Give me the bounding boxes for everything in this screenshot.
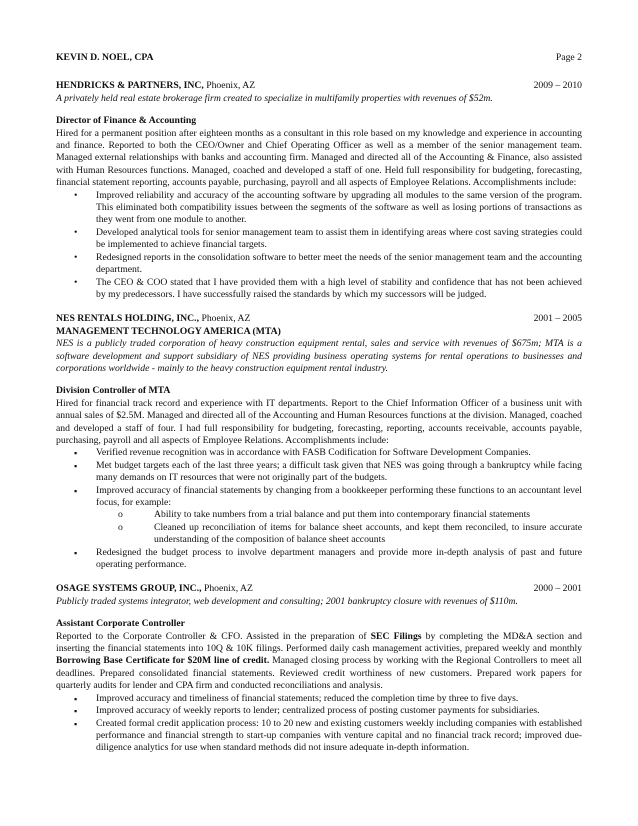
list-item: • Improved reliability and accuracy of the accounting software by upgrading all modules to the same version of the program. This eliminated both compatibility issues between the segments of the software as well as losing portions of transactions as they went from one module to another. [56, 190, 582, 227]
list-item [56, 485, 582, 547]
company-name-secondary: MANAGEMENT TECHNOLOGY AMERICA (MTA) [56, 325, 281, 337]
list-item: ▪ Improved accuracy of weekly reports to lender; centralized process of posting customer payments for subsidiaries. [56, 705, 582, 717]
sub-list-item: o Ability to take numbers from a trial balance and put them into contemporary financial statements [96, 509, 582, 521]
job-title: Division Controller of MTA [56, 385, 171, 397]
job-osage [56, 583, 582, 754]
job-title: Director of Finance & Accounting [56, 115, 197, 127]
list-item: • Developed analytical tools for senior management team to assist them in identifying areas where cost saving strategies could be implemented to achieve financial targets. [56, 227, 582, 252]
company-name: HENDRICKS & PARTNERS, INC, [56, 80, 204, 92]
company-description: NES is a publicly traded corporation of heavy construction equipment rental, sales and service with revenues of $675m; MTA is a software development and support subsidiary of NES providing business operating systems for rental operations to businesses and corporations worldwide - mainly to the heavy construction equipment rental industry. [56, 338, 582, 374]
job-dates: 2009 – 2010 [533, 80, 582, 92]
list-item: ▪ Verified revenue recognition was in accordance with FASB Codification for Software Development Companies. [56, 447, 582, 459]
job-dates: 2001 – 2005 [533, 313, 582, 325]
accomplishment-list [56, 447, 582, 571]
borrowing-base-emphasis: Borrowing Base Certificate for $20M line of credit. [56, 655, 270, 667]
page-number: Page 2 [555, 52, 582, 63]
job-summary: Hired for financial track record and experience with IT departments. Report to the Chief Information Officer of a business unit with annual sales of $2.5M. Managed and directed all of the Accounting and Human Resources functions at the division. Managed, coached and developed a staff of four. I had full responsibility for budgeting, forecasting, reporting, accounts receivable, accounts payable, purchasing, payroll and all aspects of Employee Relations. Accomplishments include: [56, 397, 582, 446]
company-description: A privately held real estate brokerage firm created to specialize in multifamily properties with revenues of $52m. [56, 92, 493, 104]
page-header [56, 52, 582, 64]
job-heading [56, 583, 582, 595]
list-item-text: Improved accuracy of financial statements by changing from a bookkeeper performing these functions to an accountant level focus, for example: [96, 484, 582, 508]
job-summary: Hired for a permanent position after eighteen months as a consultant in this role based on my knowledge and experience in accounting and finance. Reported to both the CEO/Owner and Chief Operating Officer as well as a member of the senior management team. Managed external relationships with banks and accounting firm. Managed and directed all of the Accounting & Finance, also assisted with Human Resources functions. Managed, coached and developed a staff of one. Held full responsibility for budgeting, forecasting, financial statement reporting, accounts payable, purchasing, payroll and all aspects of Employee Relations. Accomplishments include: [56, 127, 582, 189]
job-heading [56, 80, 582, 92]
company-location: Phoenix, AZ [201, 583, 253, 595]
job-dates: 2000 – 2001 [533, 583, 582, 595]
company-location: Phoenix, AZ [199, 313, 251, 325]
job-heading [56, 313, 582, 325]
sub-list-item: o Cleaned up reconciliation of items for balance sheet accounts, and kept them reconciled, to insure accurate understanding of the composition of balance sheet accounts [96, 522, 582, 547]
job-summary: Reported to the Corporate Controller & CFO. Assisted in the preparation of SEC Filings by completing the MD&A section and inserting the financial statements into 10Q & 10K filings. Performed daily cash management activities, prepared weekly and monthly Borrowing Base Certificate for $20M line of credit. Managed closing process by working with the Regional Controllers to meet all deadlines. Prepared consolidated financial statements. Reviewed credit worthiness of new customers. Prepared work papers for quarterly audits for lender and CPA firm and conducted reconciliations and analysis. [56, 630, 582, 692]
company-name: OSAGE SYSTEMS GROUP, INC., [56, 583, 202, 595]
list-item: ▪ Improved accuracy and timeliness of financial statements; reduced the completion time by three to five days. [56, 693, 582, 705]
sub-list [136, 509, 582, 546]
list-item: ▪ Redesigned the budget process to involve department managers and provide more in-depth analysis of past and future operating performance. [56, 547, 582, 572]
job-title: Assistant Corporate Controller [56, 618, 185, 630]
list-item: • The CEO & COO stated that I have provided them with a high level of stability and confidence that has not been achieved by my predecessors. I have successfully raised the standards by which my successors will be judged. [56, 277, 582, 302]
list-item: • Redesigned reports in the consolidation software to better meet the needs of the senior management team and the accounting department. [56, 252, 582, 277]
job-hendricks [56, 80, 582, 301]
job-nes-rentals [56, 313, 582, 571]
sec-filings-emphasis: SEC Filings [370, 630, 422, 642]
list-item: ▪ Created formal credit application process: 10 to 20 new and existing customers weekly including companies with established performance and financial strength to start-up companies with venture capital and no financial track record; improved due-diligence analytics for use when standard methods did not insure adequate in-depth information. [56, 718, 582, 755]
accomplishment-list [56, 693, 582, 755]
company-description: Publicly traded systems integrator, web development and consulting; 2001 bankruptcy closure with revenues of $110m. [56, 595, 518, 607]
accomplishment-list [56, 190, 582, 302]
candidate-name: KEVIN D. NOEL, CPA [56, 52, 154, 63]
list-item: ▪ Met budget targets each of the last three years; a difficult task given that NES was going through a bankruptcy while facing many demands on IT resources that were not originally part of the budgets. [56, 460, 582, 485]
company-location: Phoenix, AZ [203, 80, 256, 92]
company-name: NES RENTALS HOLDING, INC., [56, 313, 200, 325]
